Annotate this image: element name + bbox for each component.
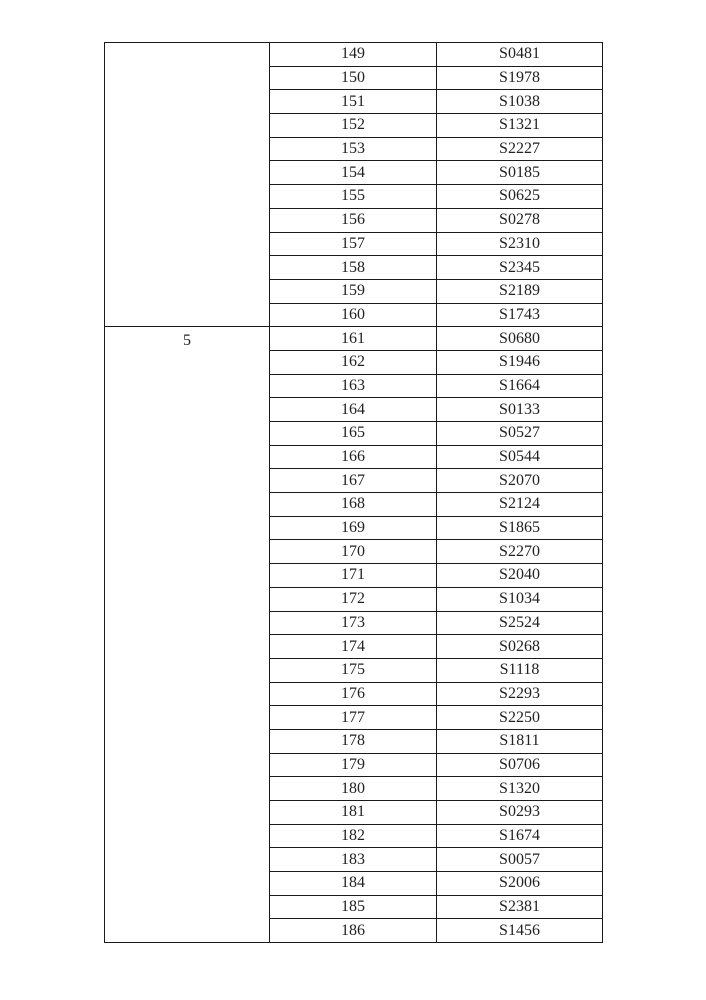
number-cell: 149 <box>270 43 437 67</box>
number-cell: 150 <box>270 66 437 90</box>
code-cell: S0481 <box>437 43 603 67</box>
number-cell: 185 <box>270 895 437 919</box>
number-cell: 177 <box>270 706 437 730</box>
number-cell: 154 <box>270 161 437 185</box>
code-cell: S0185 <box>437 161 603 185</box>
code-cell: S1038 <box>437 90 603 114</box>
data-table <box>104 42 603 943</box>
code-cell: S1978 <box>437 66 603 90</box>
code-cell: S0706 <box>437 753 603 777</box>
number-cell: 164 <box>270 398 437 422</box>
code-cell: S2124 <box>437 493 603 517</box>
number-cell: 151 <box>270 90 437 114</box>
code-cell: S0680 <box>437 327 603 351</box>
group-cell <box>105 43 270 327</box>
number-cell: 162 <box>270 350 437 374</box>
code-cell: S2227 <box>437 137 603 161</box>
number-cell: 181 <box>270 801 437 825</box>
code-cell: S1034 <box>437 587 603 611</box>
number-cell: 163 <box>270 374 437 398</box>
number-cell: 170 <box>270 540 437 564</box>
code-cell: S1743 <box>437 303 603 327</box>
code-cell: S2250 <box>437 706 603 730</box>
number-cell: 176 <box>270 682 437 706</box>
number-cell: 169 <box>270 516 437 540</box>
number-cell: 160 <box>270 303 437 327</box>
code-cell: S0057 <box>437 848 603 872</box>
code-cell: S1118 <box>437 658 603 682</box>
number-cell: 174 <box>270 635 437 659</box>
number-cell: 171 <box>270 564 437 588</box>
number-cell: 186 <box>270 919 437 943</box>
code-cell: S2310 <box>437 232 603 256</box>
code-cell: S0527 <box>437 422 603 446</box>
code-cell: S1320 <box>437 777 603 801</box>
number-cell: 166 <box>270 445 437 469</box>
code-cell: S0133 <box>437 398 603 422</box>
number-cell: 157 <box>270 232 437 256</box>
number-cell: 155 <box>270 185 437 209</box>
code-cell: S0544 <box>437 445 603 469</box>
table-row <box>105 327 603 351</box>
code-cell: S2270 <box>437 540 603 564</box>
number-cell: 167 <box>270 469 437 493</box>
number-cell: 179 <box>270 753 437 777</box>
table-row <box>105 43 603 67</box>
code-cell: S1674 <box>437 824 603 848</box>
code-cell: S2040 <box>437 564 603 588</box>
number-cell: 156 <box>270 208 437 232</box>
number-cell: 175 <box>270 658 437 682</box>
code-cell: S1811 <box>437 729 603 753</box>
code-cell: S2293 <box>437 682 603 706</box>
code-cell: S0293 <box>437 801 603 825</box>
number-cell: 183 <box>270 848 437 872</box>
number-cell: 153 <box>270 137 437 161</box>
code-cell: S0625 <box>437 185 603 209</box>
number-cell: 172 <box>270 587 437 611</box>
code-cell: S2070 <box>437 469 603 493</box>
number-cell: 180 <box>270 777 437 801</box>
code-cell: S2189 <box>437 279 603 303</box>
code-cell: S1946 <box>437 350 603 374</box>
number-cell: 184 <box>270 872 437 896</box>
code-cell: S2006 <box>437 872 603 896</box>
number-cell: 152 <box>270 114 437 138</box>
number-cell: 159 <box>270 279 437 303</box>
code-cell: S0268 <box>437 635 603 659</box>
table-body <box>105 43 603 943</box>
number-cell: 168 <box>270 493 437 517</box>
code-cell: S1456 <box>437 919 603 943</box>
number-cell: 161 <box>270 327 437 351</box>
code-cell: S0278 <box>437 208 603 232</box>
code-cell: S2381 <box>437 895 603 919</box>
code-cell: S1664 <box>437 374 603 398</box>
number-cell: 182 <box>270 824 437 848</box>
number-cell: 178 <box>270 729 437 753</box>
number-cell: 173 <box>270 611 437 635</box>
code-cell: S2524 <box>437 611 603 635</box>
number-cell: 165 <box>270 422 437 446</box>
number-cell: 158 <box>270 256 437 280</box>
code-cell: S1321 <box>437 114 603 138</box>
code-cell: S1865 <box>437 516 603 540</box>
code-cell: S2345 <box>437 256 603 280</box>
group-cell: 5 <box>105 327 270 943</box>
